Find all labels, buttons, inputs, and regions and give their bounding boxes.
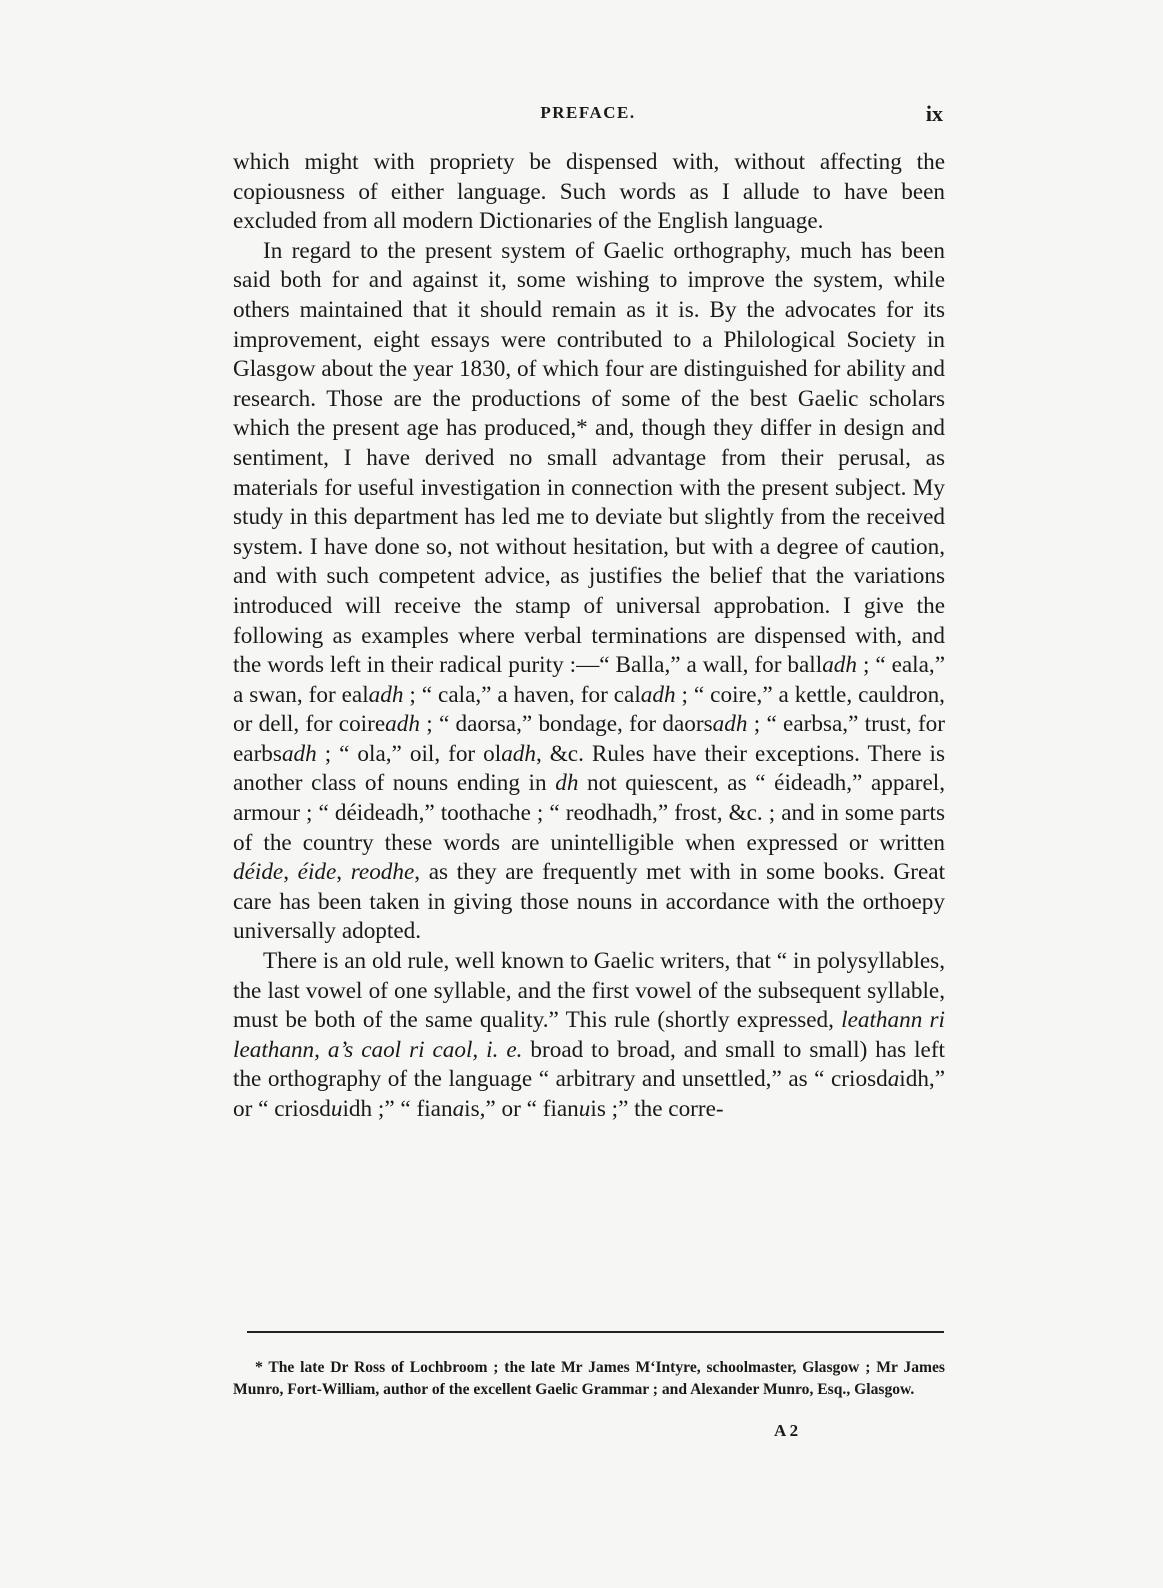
italic-text: adh <box>368 681 404 708</box>
paragraph <box>233 148 945 237</box>
italic-text: reodhe <box>350 859 415 886</box>
footnote-text: * The late Dr Ross of Lochbroom ; the late Mr James M‘Intyre, schoolmaster, Glasgow ; Mr James Munro, Fort-William, author of the excellent Gaelic Grammar ; and Alexander Munro, Esq., Glasgow. <box>233 1359 945 1398</box>
text-run: ; “ ola,” oil, for ol <box>316 740 502 767</box>
footnote-rule <box>247 1331 944 1333</box>
text-run: There is an old rule, well known to Gaelic writers, that “ in polysyllables, the last vowel of one syllable, and the first vowel of the subsequent syllable, must be both of the same quality.” This rule (shortly expressed, <box>233 948 945 1034</box>
text-run: idh,” or “ criosd <box>233 1066 945 1122</box>
paragraph <box>233 947 945 1125</box>
text-run: is ;” the corre- <box>590 1096 724 1122</box>
text-run: , <box>336 859 351 886</box>
text-run: , &c. Rules have their exceptions. There is another class of nouns ending in <box>233 740 945 797</box>
italic-text: a <box>452 1096 465 1122</box>
italic-text: adh <box>712 711 748 738</box>
paragraph <box>233 237 945 947</box>
page-number: ix <box>925 101 943 126</box>
text-run: In regard to the present system of Gaelic orthography, much has been said both for and against it, some wishing to improve the system, while others maintained that it should remain as it is. By the advocates for its improvement, eight essays were contributed to a Philological Society in Glasgow about the year 1830, of which four are distinguished for ability and research. Those are the productions of some of the best Gaelic scholars which the present age has produced,* and, though they differ in design and sentiment, I have derived no small advantage from their perusal, as materials for useful investigation in connection with the present subject. My study in this department has led me to deviate but slightly from the received system. I have done so, not without hesitation, but with a degree of caution, and with such competent advice, as justifies the belief that the variations introduced will receive the stamp of universal approbation. I give the following as examples where verbal terminations are dispensed with, and the words left in their radical purity :—“ Balla,” a wall, for ball <box>233 237 945 679</box>
italic-text: adh <box>501 740 536 767</box>
footnote <box>233 1357 945 1401</box>
text-run: , as they are frequently met with in some books. Great care has been taken in giving those nouns in accordance with the orthoepy universally adopted. <box>233 859 946 945</box>
text-run: ; “ earbsa,” trust, for earbs <box>233 711 945 767</box>
italic-text: adh <box>640 681 676 708</box>
text-run: broad to broad, and small to small) has left the orthography of the language “ arbitrary and unsettled,” as “ criosd <box>233 1036 946 1093</box>
italic-text: éide <box>297 859 337 886</box>
italic-text: adh <box>281 740 317 767</box>
italic-text: adh <box>385 711 420 738</box>
text-run: ; “ daorsa,” bondage, for daors <box>419 711 713 738</box>
italic-text: u <box>578 1096 591 1122</box>
italic-text: adh <box>822 652 857 679</box>
running-title: PREFACE. <box>540 103 636 122</box>
text-run: ; “ eala,” a swan, for eal <box>233 652 946 708</box>
running-head <box>233 103 943 133</box>
body-text <box>233 148 945 1125</box>
text-run: , <box>283 859 298 886</box>
italic-text: u <box>330 1096 343 1122</box>
text-run: which might with propriety be dispensed with, without affecting the copiousness of either language. Such words as I allude to have been excluded from all modern Dictionaries of the English language. <box>233 149 945 235</box>
italic-text: déide <box>233 859 284 886</box>
italic-text: a <box>887 1066 900 1093</box>
text-run: idh ;” “ fian <box>342 1096 453 1122</box>
text-run: is,” or “ fian <box>464 1096 579 1122</box>
signature-mark: A 2 <box>774 1421 799 1440</box>
text-run: not quiescent, as “ éideadh,” apparel, armour ; “ déideadh,” toothache ; “ reodhadh,” frost, &c. ; and in some parts of the country these words are unintelligible when expressed or written <box>233 770 945 856</box>
italic-text: dh <box>555 770 579 797</box>
text-run: ; “ coire,” a kettle, cauldron, or dell, for coire <box>233 681 945 738</box>
text-run: ; “ cala,” a haven, for cal <box>403 681 641 708</box>
italic-text: leathann ri leathann, a’s caol ri caol, i. e. <box>233 1007 945 1063</box>
